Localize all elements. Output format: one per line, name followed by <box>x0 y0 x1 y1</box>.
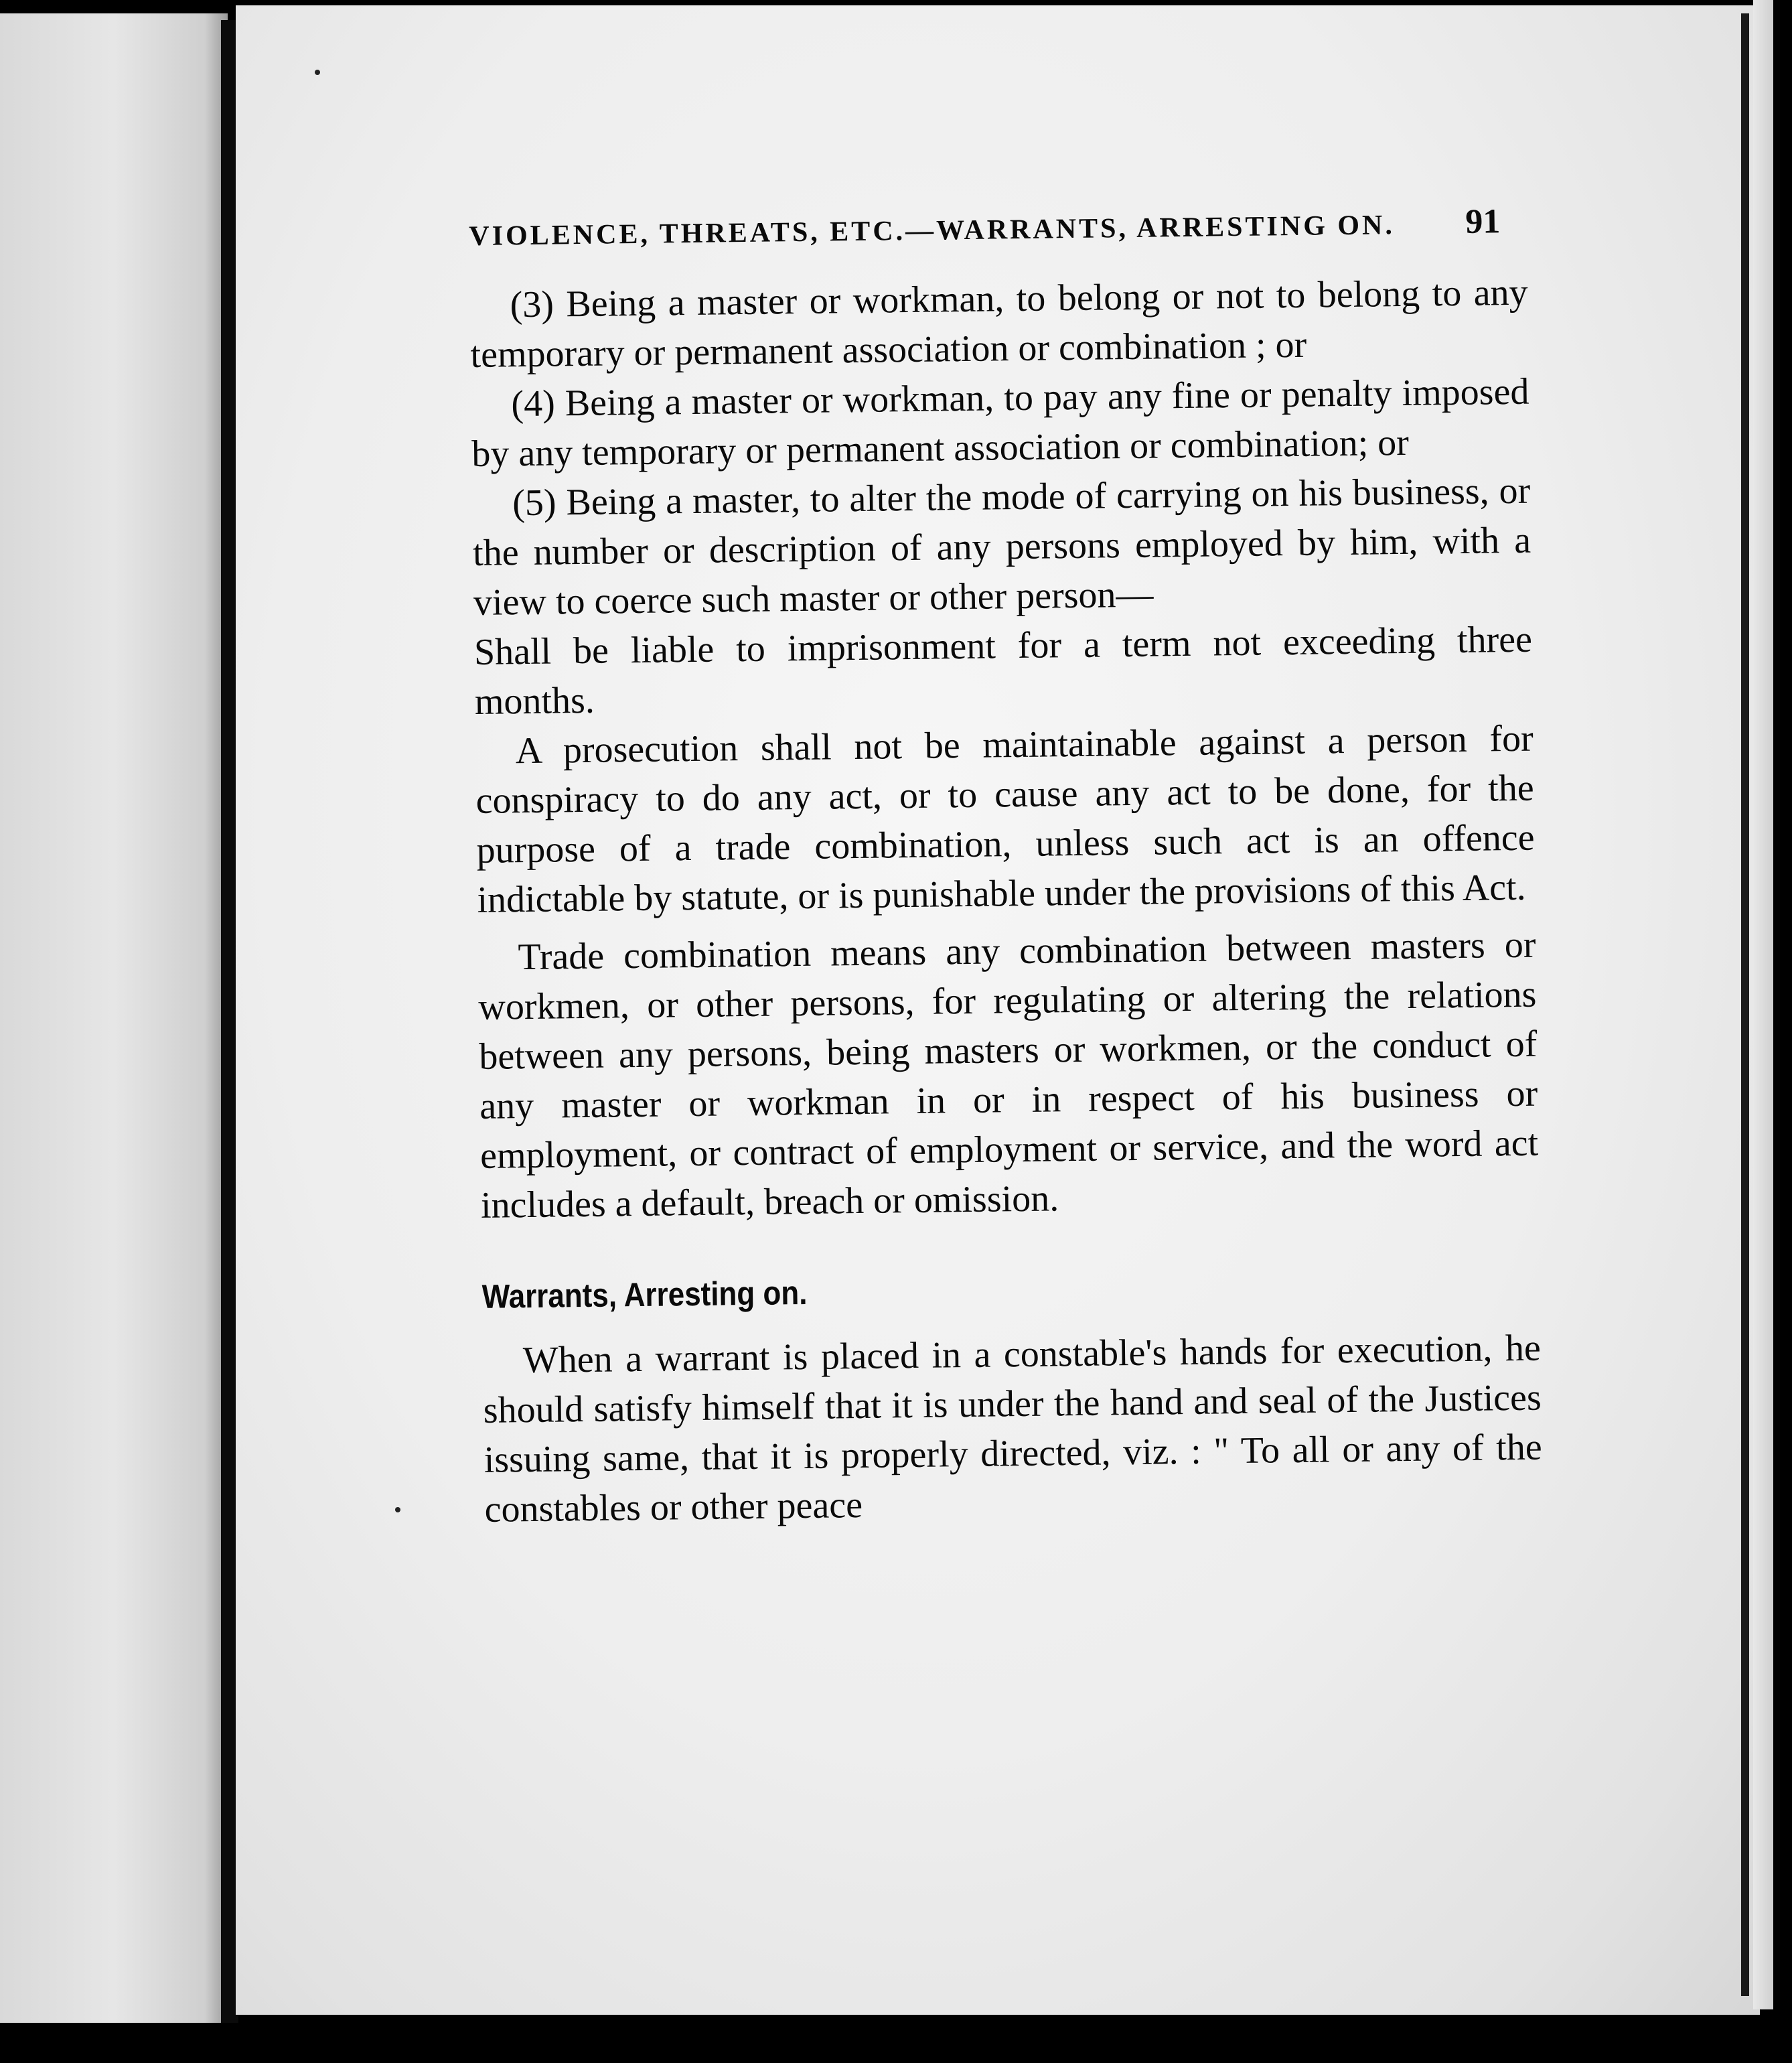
facing-page-edge <box>0 13 228 2023</box>
speck <box>315 70 320 75</box>
page-number: 91 <box>1465 202 1501 241</box>
page-edge-line <box>1741 13 1749 1996</box>
section-heading: Warrants, Arresting on. <box>481 1273 808 1315</box>
paragraph-clause-3: (3) Being a master or workman, to belong or not to belong to any temporary or permanent association or combination ; or <box>470 271 1528 376</box>
page-content <box>469 202 1543 1535</box>
paragraph-clause-4: (4) Being a master or workman, to pay any fine or penalty imposed by any temporary or permanent association or combination; or <box>471 370 1529 475</box>
paragraph-prosecution: A prosecution shall not be maintainable against a person for conspiracy to do any act, or to cause any act to be done, for the purpose of a trade combination, unless such act is an offence indictable by statute, or is punishable under the provisions of this Act. <box>475 717 1535 921</box>
speck <box>395 1507 400 1512</box>
page-edge-outer <box>1753 0 1773 2009</box>
paragraph-trade-combination: Trade combination means any combination between masters or workmen, or other persons, for regulating or altering the relations between any persons, being masters or workmen, or the conduct of any master or workman in or in respect of his business or employment, or contract of employment or service, and the word act includes a default, breach or omission. <box>478 924 1539 1226</box>
paragraph-clause-5: (5) Being a master, to alter the mode of carrying on his business, or the number or description of any persons employed by him, with a view to coerce such master or other person— <box>472 470 1532 624</box>
paragraph-penalty: Shall be liable to imprisonment for a term not exceeding three months. <box>473 618 1533 723</box>
paragraph-warrants: When a warrant is placed in a constable's hands for execution, he should satisfy himself that it is under the hand and seal of the Justices issuing same, that it is properly directed, viz. : " To all or any of the constables or other peace <box>483 1327 1542 1531</box>
running-head-title: VIOLENCE, THREATS, ETC.—WARRANTS, ARRESTING ON. <box>469 210 1396 252</box>
